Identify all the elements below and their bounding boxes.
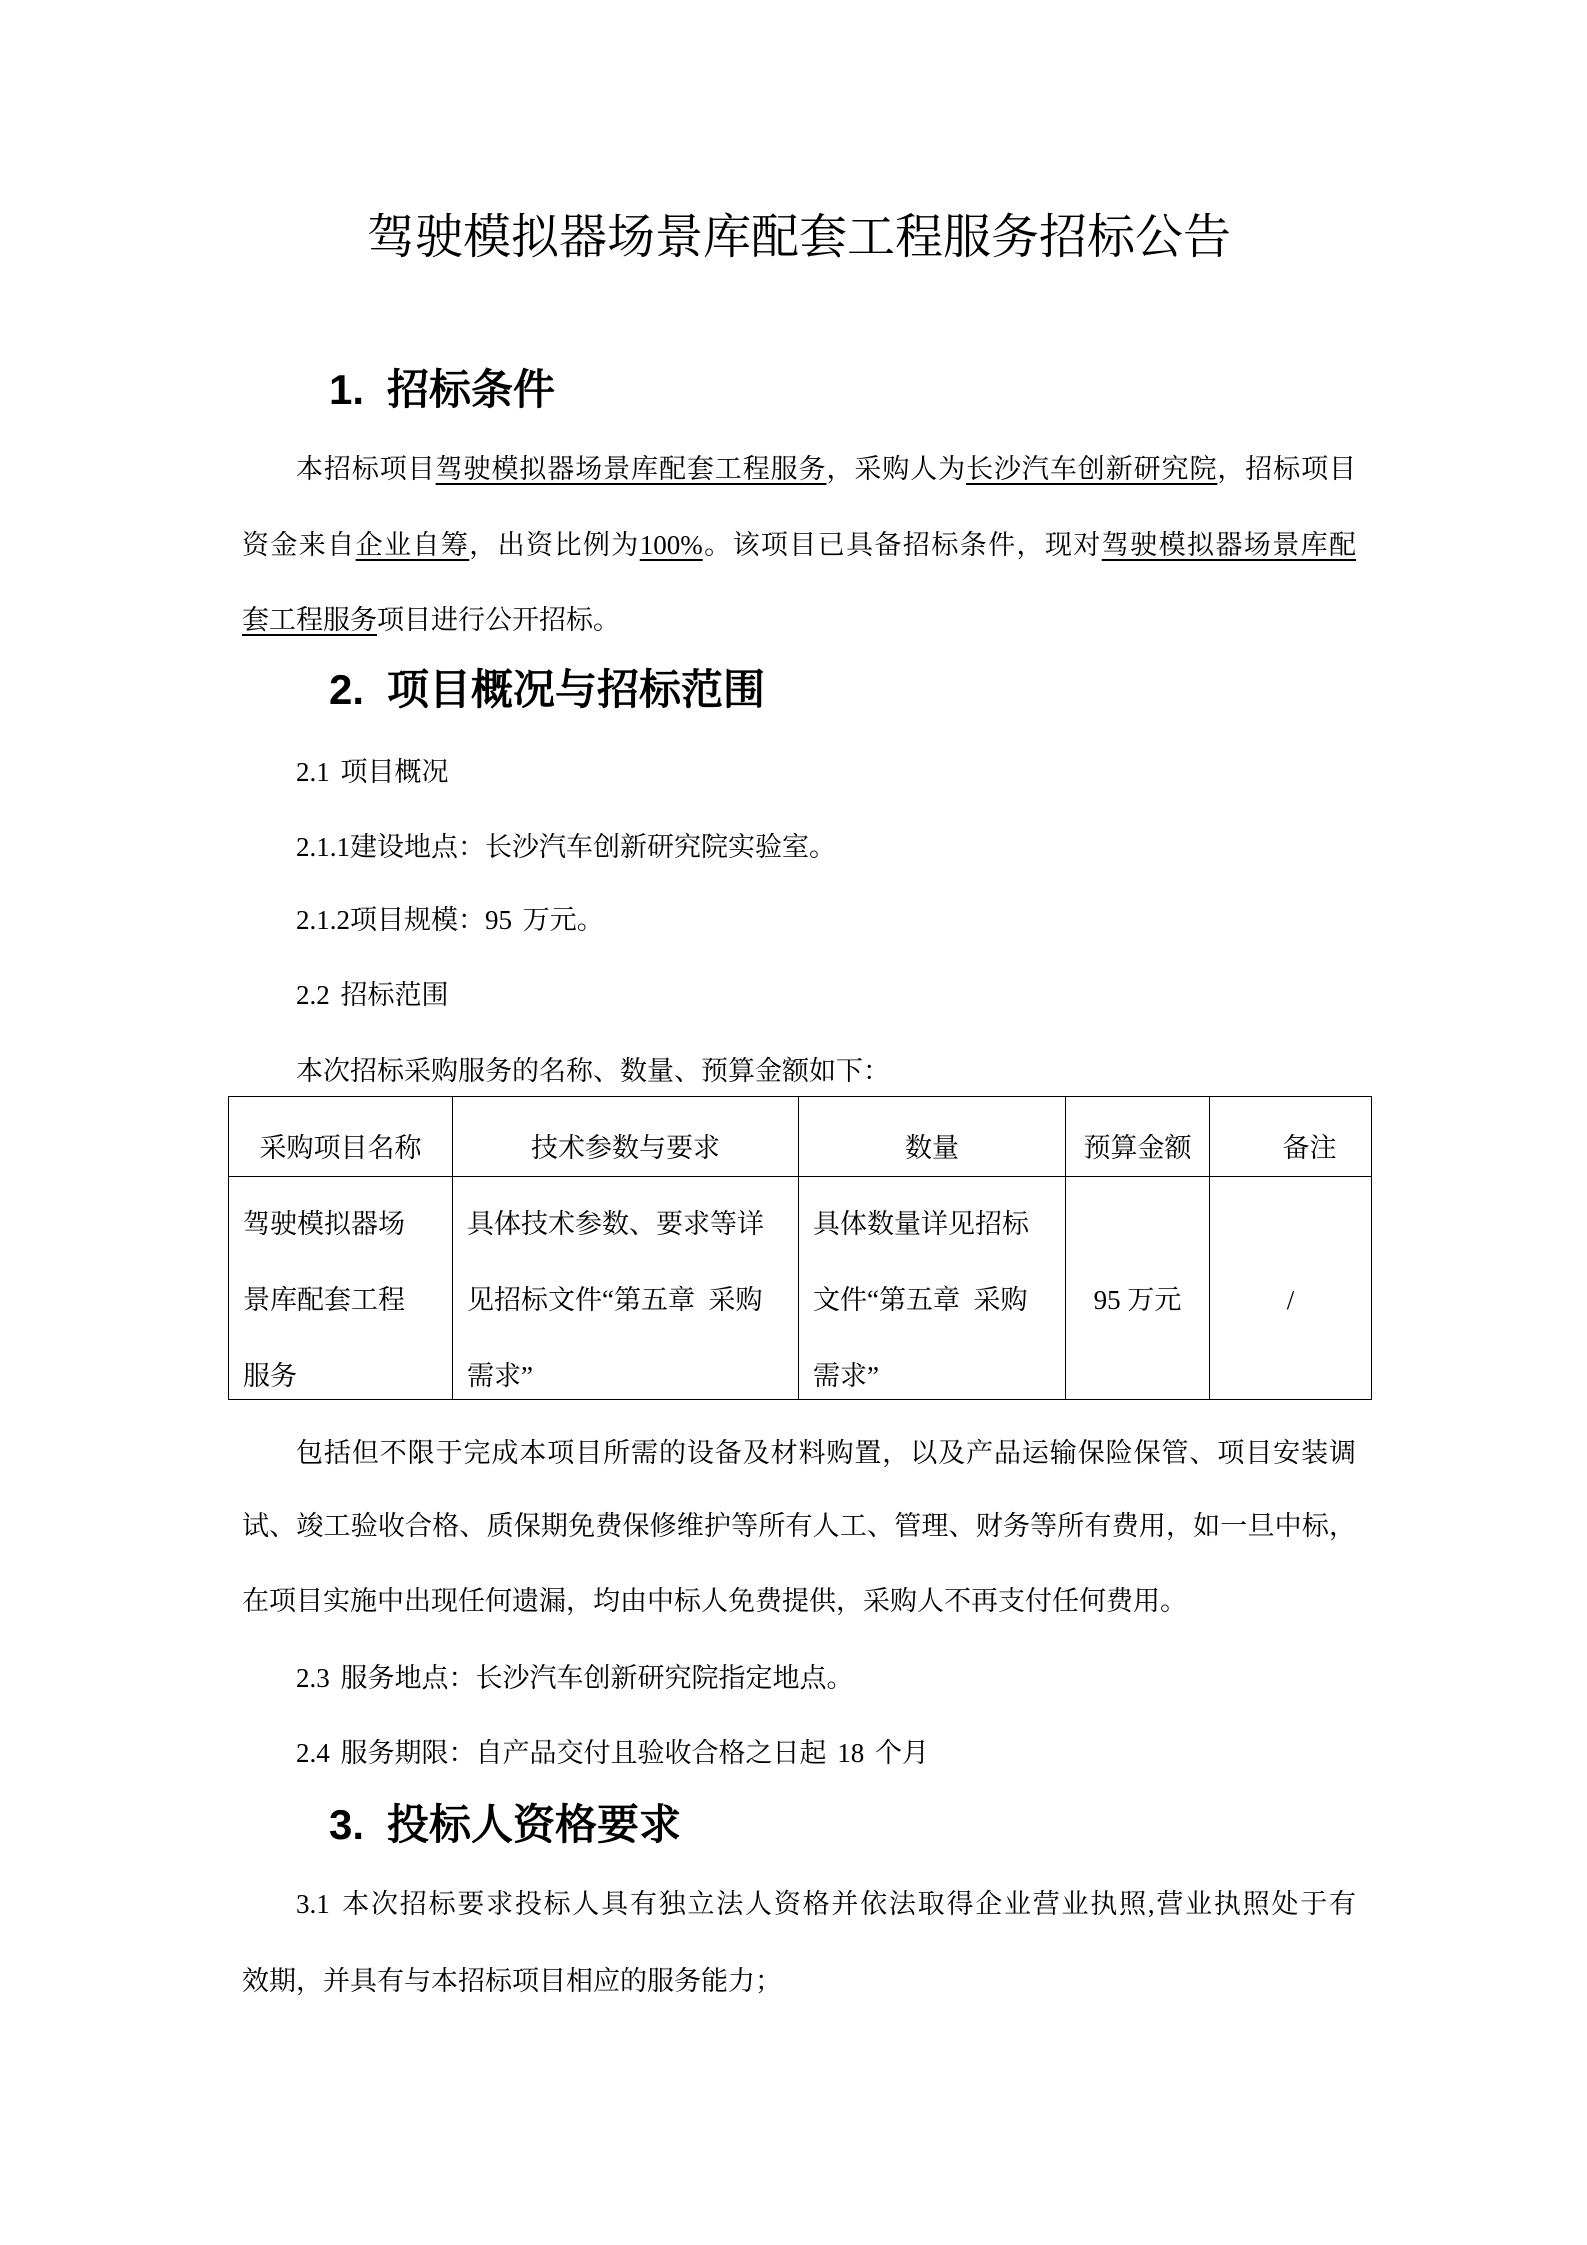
- s1-paragraph-line-2: [242, 525, 1356, 565]
- procurement-table: [228, 1096, 1372, 1400]
- underlined-funding-ratio: 100%: [639, 530, 703, 560]
- section-1-number: 1.: [329, 366, 365, 413]
- cell-line: 景库配套工程: [243, 1285, 405, 1315]
- underlined-project-name-part-1: 驾驶模拟器场景库配: [1101, 530, 1357, 560]
- header-budget: 预算金额: [1066, 1097, 1210, 1177]
- cell-line: 具体技术参数、要求等详: [467, 1209, 764, 1239]
- item-2-3-service-location: 2.3 服务地点：长沙汽车创新研究院指定地点。: [296, 1663, 854, 1693]
- section-3-title: 投标人资格要求: [387, 1801, 682, 1848]
- underlined-project-name-part-2: 套工程服务: [242, 605, 377, 635]
- cell-line: 服务: [243, 1361, 297, 1391]
- cell-tech-requirements: [453, 1177, 799, 1400]
- item-3-1-line-2: 效期，并具有与本招标项目相应的服务能力；: [242, 1966, 782, 1996]
- text-segment: 。该项目已具备招标条件，现对: [702, 530, 1102, 560]
- cell-line: 见招标文件“第五章 采购: [467, 1285, 763, 1315]
- item-2-1-1-location: 2.1.1建设地点：长沙汽车创新研究院实验室。: [296, 832, 836, 862]
- text-segment: 项目进行公开招标。: [377, 605, 620, 635]
- header-tech-requirements: 技术参数与要求: [453, 1097, 799, 1177]
- header-quantity: 数量: [799, 1097, 1066, 1177]
- cell-line: 驾驶模拟器场: [243, 1209, 405, 1239]
- cell-item-name: [229, 1177, 453, 1400]
- cell-line: 具体数量详见招标: [813, 1209, 1029, 1239]
- header-remark: 备注: [1210, 1097, 1372, 1177]
- section-2-heading: [329, 662, 765, 718]
- cell-remark: /: [1210, 1177, 1372, 1400]
- document-title: 驾驶模拟器场景库配套工程服务招标公告: [366, 211, 1231, 264]
- underlined-purchaser-name: 长沙汽车创新研究院: [966, 454, 1218, 484]
- cell-line: 文件“第五章 采购: [813, 1285, 1028, 1315]
- text-segment: ，采购人为: [826, 454, 967, 484]
- section-3-number: 3.: [329, 1801, 365, 1848]
- text-segment: ，招标项目: [1217, 454, 1357, 484]
- scope-paragraph-line-2: 试、竣工验收合格、质保期免费保修维护等所有人工、管理、财务等所有费用，如一旦中标，: [242, 1511, 1356, 1541]
- underlined-project-name: 驾驶模拟器场景库配套工程服务: [435, 454, 827, 484]
- s1-paragraph-line-1: [242, 449, 1356, 489]
- subsection-2-2: 2.2 招标范围: [296, 980, 449, 1010]
- text-segment: 资金来自: [242, 530, 356, 560]
- section-3-heading: [329, 1797, 681, 1853]
- section-1-heading: [329, 362, 555, 418]
- cell-line: 需求”: [467, 1361, 533, 1391]
- text-segment: 本招标项目: [296, 454, 436, 484]
- cell-line: 需求”: [813, 1361, 879, 1391]
- header-item-name: 采购项目名称: [229, 1097, 453, 1177]
- section-2-title: 项目概况与招标范围: [387, 666, 766, 713]
- item-2-4-service-period: 2.4 服务期限：自产品交付且验收合格之日起 18 个月: [296, 1738, 929, 1768]
- table-intro: 本次招标采购服务的名称、数量、预算金额如下：: [296, 1056, 890, 1086]
- item-2-1-2-scale: 2.1.2项目规模：95 万元。: [296, 905, 604, 935]
- scope-paragraph-line-1: 包括但不限于完成本项目所需的设备及材料购置，以及产品运输保险保管、项目安装调: [296, 1438, 1356, 1468]
- item-3-1-line-1: 3.1 本次招标要求投标人具有独立法人资格并依法取得企业营业执照,营业执照处于有: [296, 1889, 1356, 1919]
- section-2-number: 2.: [329, 666, 365, 713]
- s1-paragraph-line-3: [242, 600, 1356, 640]
- cell-quantity: [799, 1177, 1066, 1400]
- section-1-title: 招标条件: [387, 366, 556, 413]
- scope-paragraph-line-3: 在项目实施中出现任何遗漏，均由中标人免费提供，采购人不再支付任何费用。: [242, 1586, 1187, 1616]
- text-segment: ，出资比例为: [469, 530, 640, 560]
- underlined-fund-source: 企业自筹: [355, 530, 470, 560]
- cell-budget: 95 万元: [1066, 1177, 1210, 1400]
- subsection-2-1: 2.1 项目概况: [296, 757, 449, 787]
